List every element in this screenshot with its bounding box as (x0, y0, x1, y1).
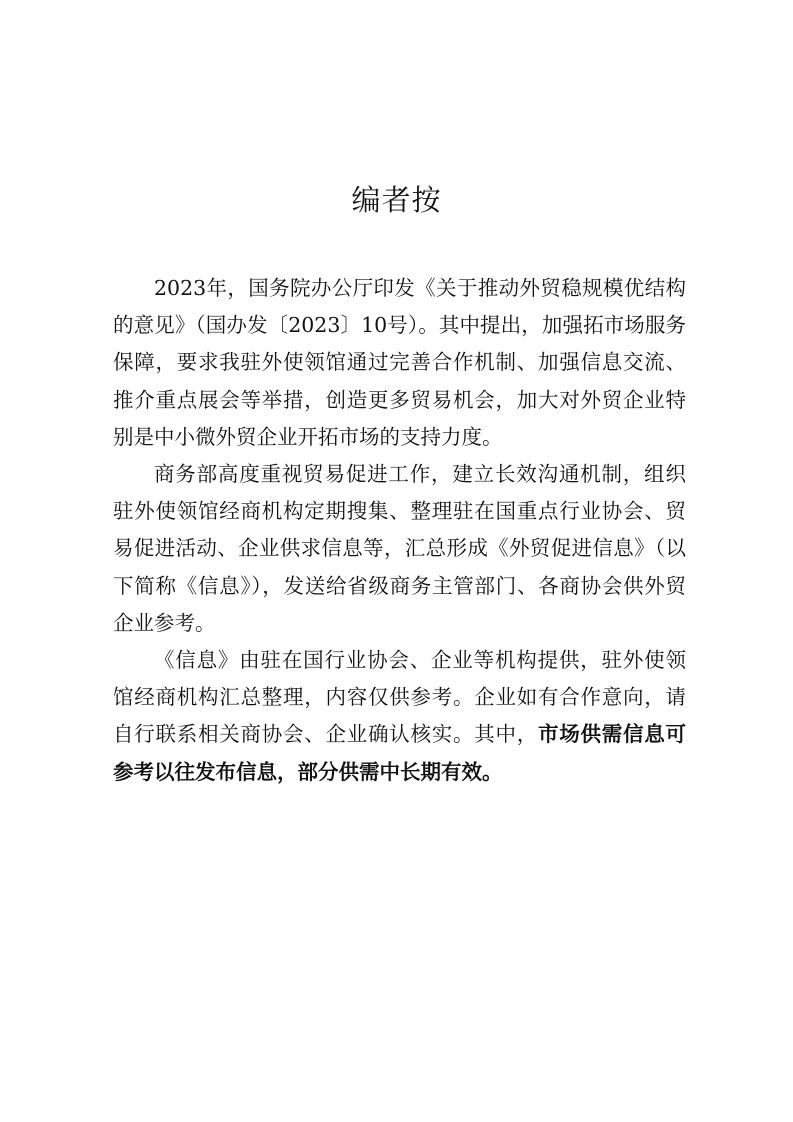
paragraph-3-bold-text: 市场供需信息可参考以往发布信息，部分供需中长期有效。 (113, 722, 686, 784)
paragraph-3 (113, 642, 686, 791)
paragraph-1: 2023年，国务院办公厅印发《关于推动外贸稳规模优结构的意见》（国办发〔2023〕10号）。其中提出，加强拓市场服务保障，要求我驻外使领馆通过完善合作机制、加强信息交流、推介重点展会等举措，创造更多贸易机会，加大对外贸企业特别是中小微外贸企业开拓市场的支持力度。 (113, 276, 686, 449)
paragraph-3-text: 《信息》由驻在国行业协会、企业等机构提供，驻外使领馆经商机构汇总整理，内容仅供参考。企业如有合作意向，请自行联系相关商协会、企业确认核实。其中， (113, 648, 686, 747)
paragraph-2: 商务部高度重视贸易促进工作，建立长效沟通机制，组织驻外使领馆经商机构定期搜集、整理驻在国重点行业协会、贸易促进活动、企业供求信息等，汇总形成《外贸促进信息》（以下简称《信息》），发送给省级商务主管部门、各商协会供外贸企业参考。 (113, 462, 686, 635)
page-title: 编者按 (351, 183, 442, 217)
document-body (113, 270, 686, 791)
